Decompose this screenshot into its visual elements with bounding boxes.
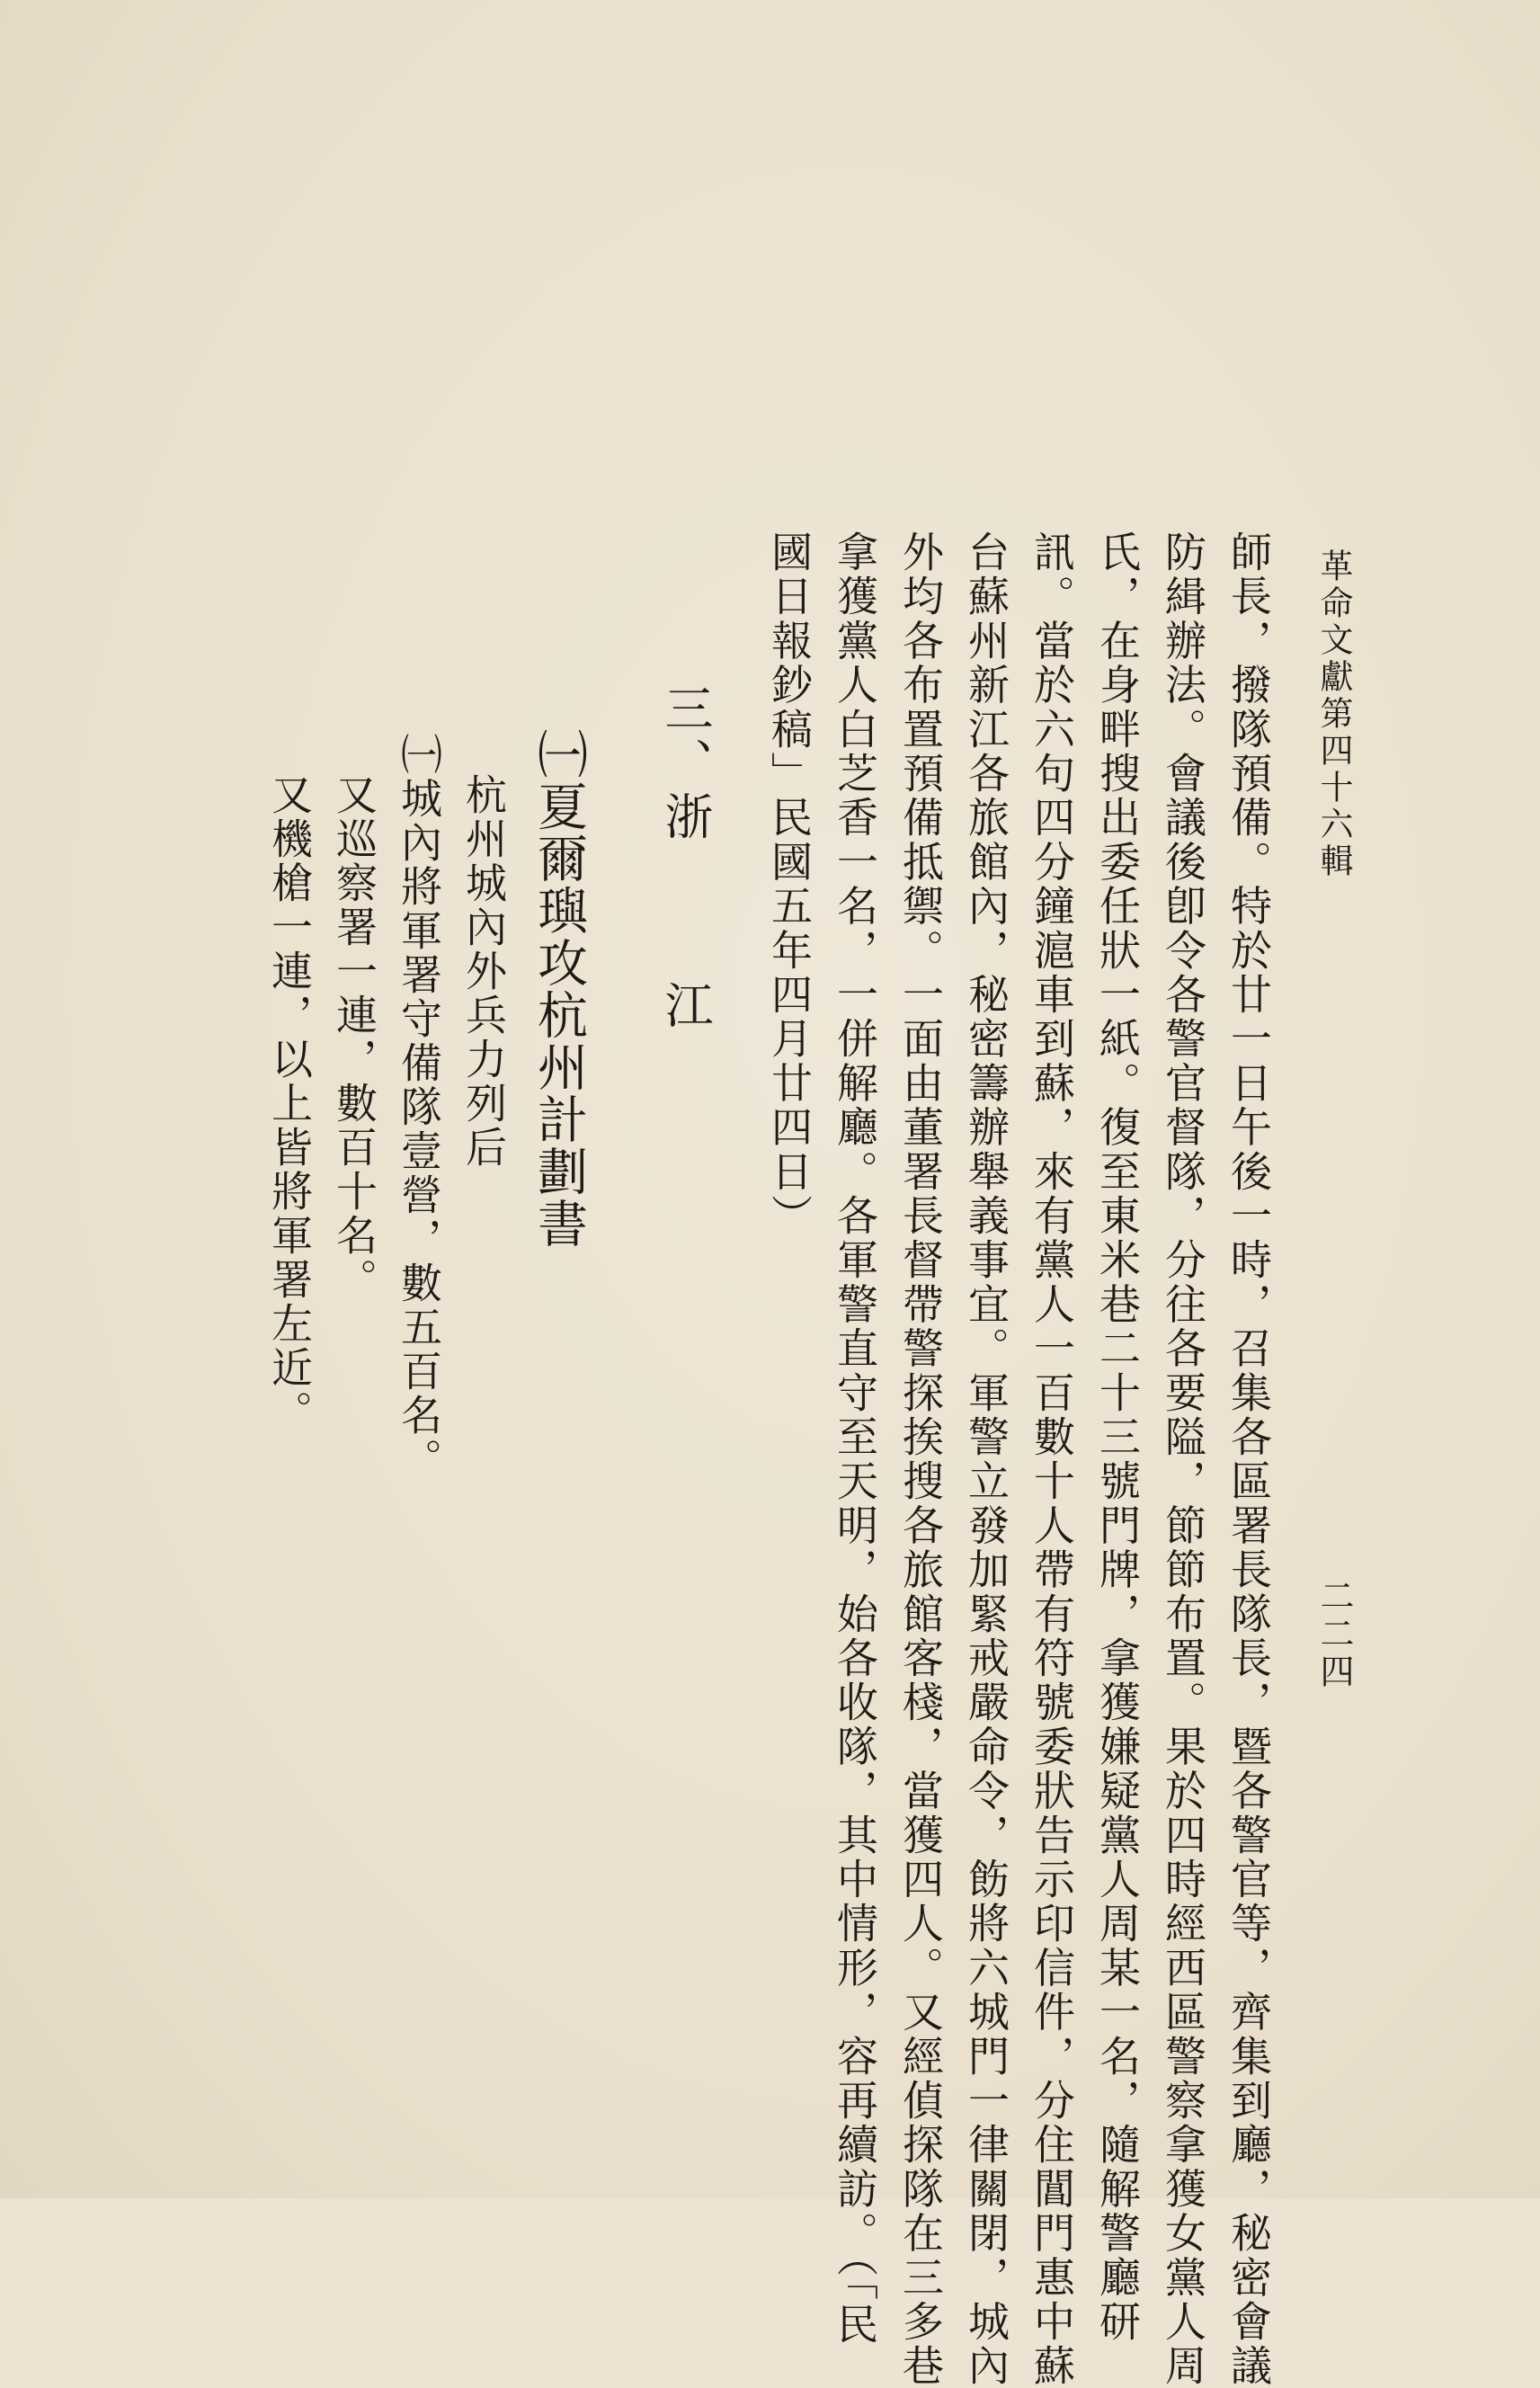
plan-line-4: 又機槍一連，以上皆將軍署左近。 — [265, 773, 314, 1434]
body-line-7: 拿獲黨人白芝香一名，一併解廳。各軍警直守至天明，始各收隊，其中情形，容再續訪。（「民 — [831, 530, 879, 2348]
body-line-6: 外均各布置預備抵禦。一面由董署長督帶警探挨搜各旅館客棧，當獲四人。又經偵探隊在三多巷 — [896, 530, 945, 2388]
section-name: 浙江 — [657, 791, 714, 1034]
body-line-4: 訊。當於六句四分鐘滬車到蘇，來有黨人一百數十人帶有符號委狀告示印信件，分住閶門惠中蘇 — [1028, 530, 1076, 2388]
body-line-3: 氏，在身畔搜出委任狀一紙。復至東米巷二十三號門牌，拿獲嫌疑黨人周某一名，隨解警廳研 — [1093, 530, 1142, 2345]
plan-line-2: ㈠城內將軍署守備隊壹營，數五百名。 — [395, 733, 443, 1482]
body-line-8: 國日報鈔稿」民國五年四月廿四日） — [765, 530, 814, 1239]
plan-line-1: 杭州城內外兵力列后 — [459, 773, 508, 1170]
running-header-title: 革命文獻第四十六輯 — [1314, 548, 1353, 880]
plan-line-3: 又巡察署一連，數百十名。 — [330, 773, 378, 1302]
section-number: 三、 — [657, 683, 714, 791]
section-heading — [657, 683, 714, 1034]
body-line-5: 台蘇州新江各旅館內，秘密籌辦舉義事宜。軍警立發加緊戒嚴命令，飭將六城門一律關閉，城內 — [962, 530, 1010, 2388]
page-number: 二二四 — [1314, 1578, 1354, 1691]
body-line-2: 防緝辦法。會議後卽令各警官督隊，分往各要隘，節節布置。果於四時經西區警察拿獲女黨人周 — [1159, 530, 1207, 2388]
document-title: ㈠夏爾璵攻杭州計劃書 — [530, 728, 588, 1250]
body-line-1: 師長，撥隊預備。特於廿一日午後一時，召集各區署長隊長，暨各警官等，齊集到廳，秘密會議 — [1224, 530, 1273, 2388]
